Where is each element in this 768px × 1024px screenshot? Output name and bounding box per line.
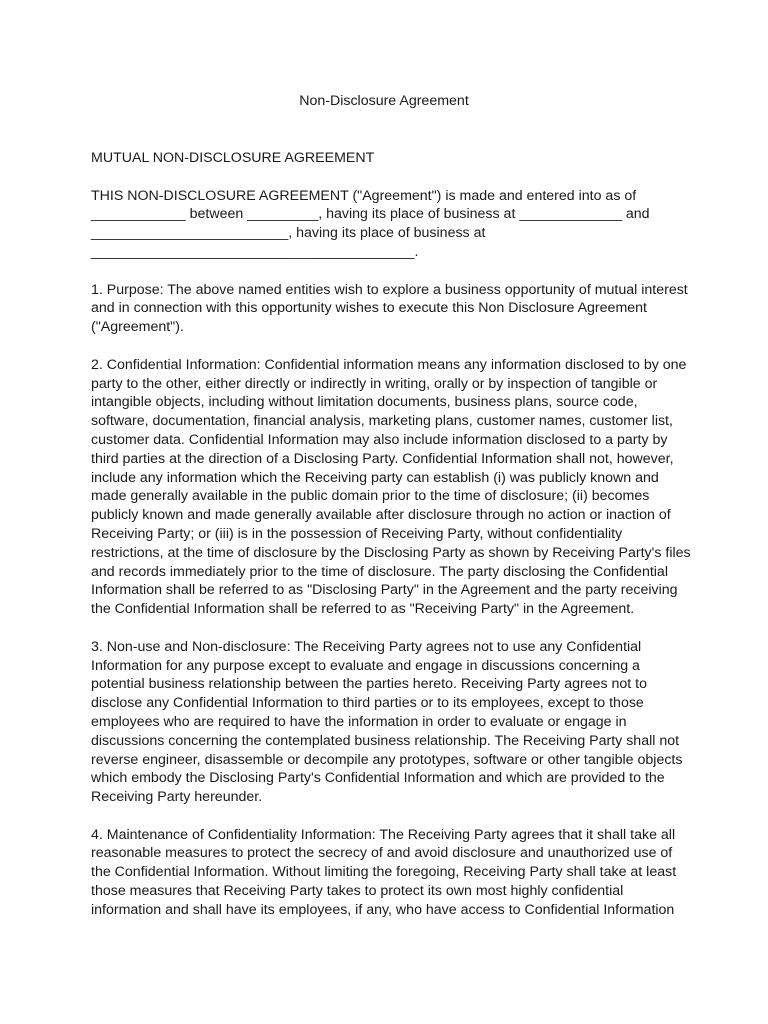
section-maintenance: [91, 826, 681, 920]
paragraph-line: reverse engineer, disassemble or decompile any prototypes, software or other tangible objects: [91, 751, 683, 768]
paragraph-line: made generally available in the public domain prior to the time of disclosure; (ii) becomes: [91, 488, 650, 505]
paragraph-line: publicly known and made generally available after disclosure through no action or inaction of: [91, 507, 671, 524]
paragraph-line: the Confidential Information. Without limiting the foregoing, Receiving Party shall take at least: [91, 864, 677, 881]
paragraph-line: employees who are required to have the information in order to evaluate or engage in: [91, 713, 627, 730]
paragraph-line: intangible objects, including without limitation documents, business plans, source code,: [91, 394, 638, 411]
intro-line: _________________________, having its place of business at: [91, 225, 486, 242]
paragraph-line: the Confidential Information shall be referred to as "Receiving Party" in the Agreement.: [91, 601, 635, 618]
paragraph-line: restrictions, at the time of disclosure by the Disclosing Party as shown by Receiving Party's files: [91, 544, 691, 561]
paragraph-line: reasonable measures to protect the secrecy of and avoid disclosure and unauthorized use of: [91, 845, 673, 862]
paragraph-line: information and shall have its employees, if any, who have access to Confidential Information: [91, 901, 675, 918]
section-non-use: [91, 638, 681, 807]
paragraph-line: ("Agreement").: [91, 319, 184, 336]
document-title: Non-Disclosure Agreement: [299, 93, 469, 109]
paragraph-line: potential business relationship between the parties hereto. Receiving Party agrees not to: [91, 676, 648, 693]
section-purpose: [91, 281, 688, 337]
paragraph-line: Information shall be referred to as "Disclosing Party" in the Agreement and the party receiving: [91, 582, 678, 599]
paragraph-line: 3. Non-use and Non-disclosure: The Receiving Party agrees not to use any Confidential: [91, 638, 642, 655]
section-confidential-information: [91, 356, 691, 619]
paragraph-line: disclose any Confidential Information to third parties or to its employees, except to those: [91, 695, 644, 712]
paragraph-line: which embody the Disclosing Party's Confidential Information and which are provided to the: [91, 770, 665, 787]
agreement-heading: MUTUAL NON-DISCLOSURE AGREEMENT: [91, 150, 375, 166]
intro-line: ____________ between _________, having its place of business at _____________ and: [91, 206, 650, 223]
paragraph-line: those measures that Receiving Party takes to protect its own most highly confidential: [91, 883, 624, 900]
paragraph-line: Receiving Party hereunder.: [91, 789, 263, 806]
intro-line: THIS NON-DISCLOSURE AGREEMENT ("Agreement") is made and entered into as of: [91, 187, 637, 204]
paragraph-line: 4. Maintenance of Confidentiality Information: The Receiving Party agrees that it shall take all: [91, 826, 676, 843]
paragraph-line: and in connection with this opportunity wishes to execute this Non Disclosure Agreement: [91, 300, 647, 317]
document-body: [91, 149, 691, 938]
paragraph-line: 1. Purpose: The above named entities wish to explore a business opportunity of mutual interest: [91, 281, 688, 298]
paragraph-line: software, documentation, financial analysis, marketing plans, customer names, customer list,: [91, 413, 673, 430]
paragraph-line: customer data. Confidential Information may also include information disclosed to a party by: [91, 431, 668, 448]
paragraph-line: include any information which the Receiving party can establish (i) was publicly known and: [91, 469, 659, 486]
paragraph-line: Receiving Party; or (iii) is in the possession of Receiving Party, without confidentiality: [91, 525, 623, 542]
paragraph-line: and records immediately prior to the time of disclosure. The party disclosing the Confidential: [91, 563, 668, 580]
intro-paragraph: [91, 187, 681, 262]
paragraph-line: third parties at the direction of a Disclosing Party. Confidential Information shall not, however,: [91, 450, 674, 467]
paragraph-line: 2. Confidential Information: Confidential information means any information disclosed to by one: [91, 356, 687, 373]
paragraph-line: party to the other, either directly or indirectly in writing, orally or by inspection of tangible or: [91, 375, 658, 392]
paragraph-line: discussions concerning the contemplated business relationship. The Receiving Party shall not: [91, 732, 680, 749]
intro-line: _________________________________________.: [91, 243, 419, 260]
paragraph-line: Information for any purpose except to evaluate and engage in discussions concerning a: [91, 657, 640, 674]
